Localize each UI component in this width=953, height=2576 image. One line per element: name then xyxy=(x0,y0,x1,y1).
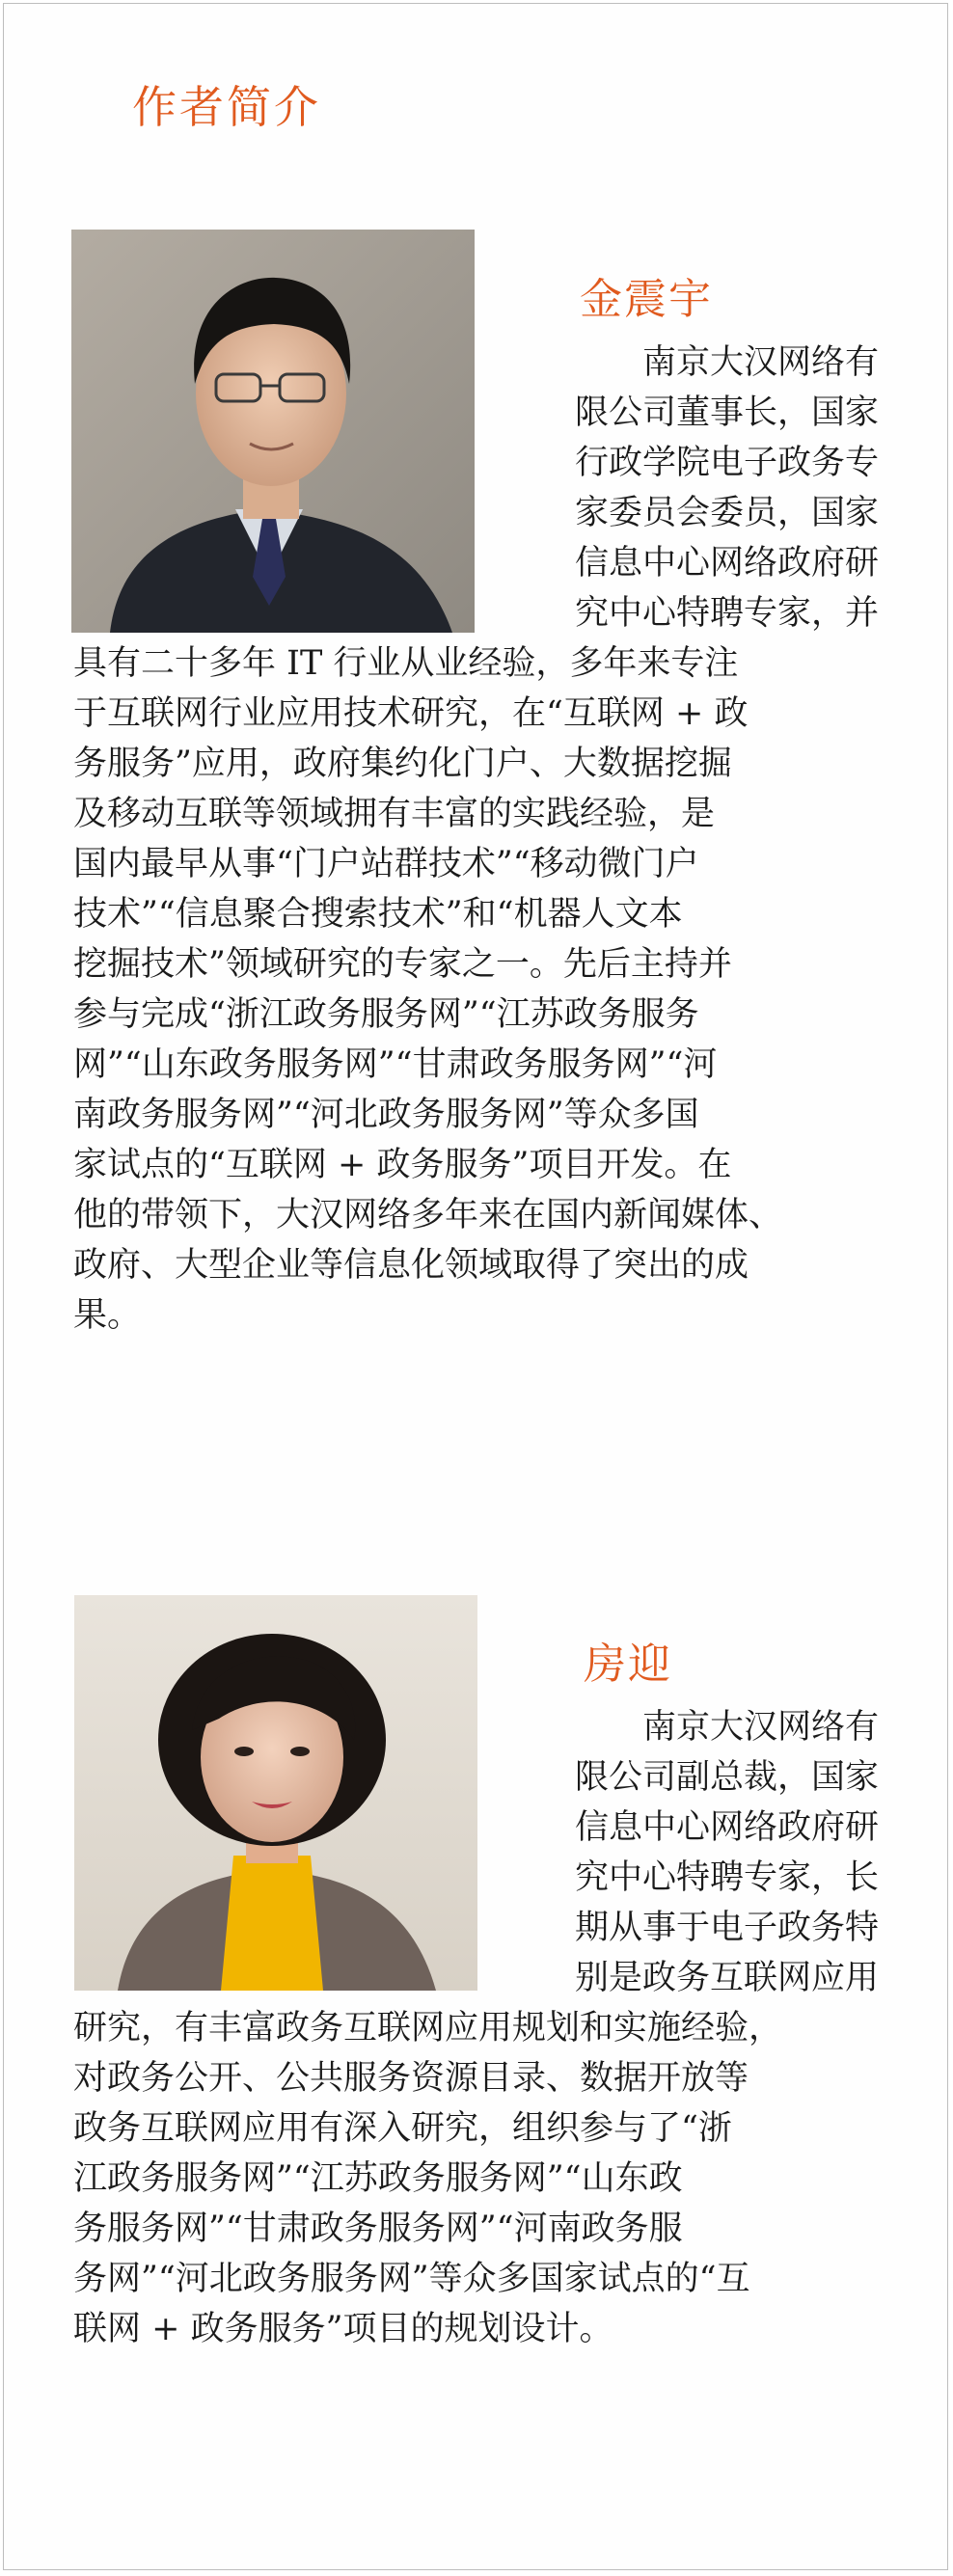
bio-line: 网”“山东政务服务网”“甘肃政务服务网”“河 xyxy=(73,1045,718,1084)
bio-line: 研究，有丰富政务互联网应用规划和实施经验， xyxy=(73,2009,783,2047)
bio-line: 信息中心网络政府研 xyxy=(575,1808,880,1847)
bio-line: 限公司副总裁，国家 xyxy=(575,1758,880,1797)
bio-line: 家委员会委员，国家 xyxy=(575,494,880,532)
bio-line: 期从事于电子政务特 xyxy=(575,1909,880,1947)
author-bio xyxy=(73,1702,889,2354)
bio-line: 信息中心网络政府研 xyxy=(575,544,880,583)
bio-line: 果。 xyxy=(73,1296,142,1335)
bio-line: 参与完成“浙江政务服务网”“江苏政务服务 xyxy=(73,995,699,1034)
author-name: 房迎 xyxy=(584,1640,672,1689)
bio-line: 别是政务互联网应用 xyxy=(575,1959,880,1997)
section-title: 作者简介 xyxy=(132,81,321,133)
bio-line: 政府、大型企业等信息化领域取得了突出的成 xyxy=(73,1246,749,1285)
bio-line: 南京大汉网络有 xyxy=(575,343,880,382)
author-bio xyxy=(73,338,889,1341)
bio-line: 家试点的“互联网 + 政务服务”项目开发。在 xyxy=(73,1146,732,1184)
author-name: 金震宇 xyxy=(580,275,713,324)
bio-line: 限公司董事长，国家 xyxy=(575,393,880,432)
bio-line: 究中心特聘专家，长 xyxy=(575,1858,880,1897)
bio-line: 政务互联网应用有深入研究，组织参与了“浙 xyxy=(73,2109,732,2148)
bio-line: 江政务服务网”“江苏政务服务网”“山东政 xyxy=(73,2159,683,2198)
bio-line: 务网”“河北政务服务网”等众多国家试点的“互 xyxy=(73,2260,750,2298)
page xyxy=(3,3,948,2570)
bio-line: 及移动互联等领域拥有丰富的实践经验，是 xyxy=(73,795,716,833)
bio-line: 联网 + 政务服务”项目的规划设计。 xyxy=(73,2310,613,2348)
bio-line: 具有二十多年 IT 行业从业经验，多年来专注 xyxy=(73,644,739,683)
bio-line: 究中心特聘专家，并 xyxy=(575,594,880,633)
bio-line: 务服务网”“甘肃政务服务网”“河南政务服 xyxy=(73,2210,683,2248)
bio-line: 行政学院电子政务专 xyxy=(575,444,880,482)
bio-line: 挖掘技术”领域研究的专家之一。先后主持并 xyxy=(73,945,732,984)
bio-line: 于互联网行业应用技术研究，在“互联网 + 政 xyxy=(73,694,749,733)
bio-line: 对政务公开、公共服务资源目录、数据开放等 xyxy=(73,2059,749,2098)
bio-line: 他的带领下，大汉网络多年来在国内新闻媒体、 xyxy=(73,1196,783,1234)
bio-line: 南京大汉网络有 xyxy=(575,1708,880,1747)
bio-line: 技术”“信息聚合搜索技术”和“机器人文本 xyxy=(73,895,683,934)
bio-line: 南政务服务网”“河北政务服务网”等众多国 xyxy=(73,1096,699,1134)
bio-line: 国内最早从事“门户站群技术”“移动微门户 xyxy=(73,845,699,883)
bio-line: 务服务”应用，政府集约化门户、大数据挖掘 xyxy=(73,745,732,783)
